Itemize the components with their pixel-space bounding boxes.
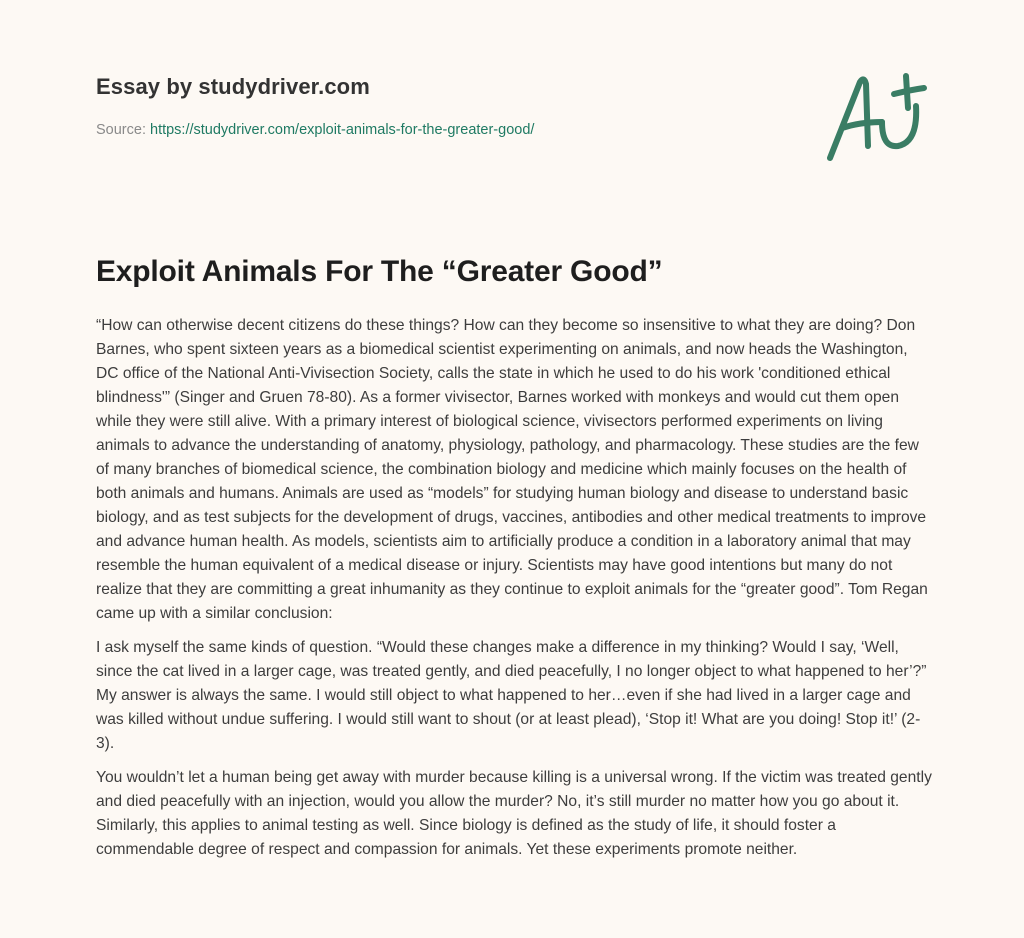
site-title: Essay by studydriver.com xyxy=(96,74,370,99)
essay-body xyxy=(96,314,932,872)
a-plus-grade-icon xyxy=(820,66,935,166)
source-line xyxy=(96,122,928,138)
essay-paragraph: “How can otherwise decent citizens do these things? How can they become so insensitive to what they are doing? Don Barnes, who spent sixteen years as a biomedical scientist experimenting on animals, and now heads the Washington, DC office of the National Anti-Vivisection Society, calls the state in which he used to do his work 'conditioned ethical blindness'” (Singer and Gruen 78-80). As a former vivisector, Barnes worked with monkeys and would cut them open while they were still alive. With a primary interest of biological science, vivisectors performed experiments on living animals to advance the understanding of anatomy, physiology, pathology, and pharmacology. These studies are the few of many branches of biomedical science, the combination biology and medicine which mainly focuses on the health of both animals and humans. Animals are used as “models” for studying human biology and disease to understand basic biology, and as test subjects for the development of drugs, vaccines, antibodies and other medical treatments to improve and advance human health. As models, scientists aim to artificially produce a condition in a laboratory animal that may resemble the human equivalent of a medical disease or injury. Scientists may have good intentions but many do not realize that they are committing a great inhumanity as they continue to exploit animals for the “greater good”. Tom Regan came up with a similar conclusion: xyxy=(96,317,928,622)
essay-block-quote: I ask myself the same kinds of question. “Would these changes make a difference in my thinking? Would I say, ‘Well, since the cat lived in a larger cage, was treated gently, and died peacefully, I no longer object to what happened to her’?” My answer is always the same. I would still object to what happened to her…even if she had lived in a larger cage and was killed without undue suffering. I would still want to shout (or at least plead), ‘Stop it! What are you doing! Stop it!’ (2-3). xyxy=(96,639,927,752)
page-header xyxy=(96,74,928,138)
essay-paragraph: You wouldn’t let a human being get away with murder because killing is a universal wrong. If the victim was treated gently and died peacefully with an injection, would you allow the murder? No, it’s still murder no matter how you go about it. Similarly, this applies to animal testing as well. Since biology is defined as the study of life, it should foster a commendable degree of respect and compassion for animals. Yet these experiments promote neither. xyxy=(96,769,932,858)
essay-title: Exploit Animals For The “Greater Good” xyxy=(96,255,663,288)
source-label: Source: xyxy=(96,122,150,138)
source-link[interactable]: https://studydriver.com/exploit-animals-for-the-greater-good/ xyxy=(150,122,535,138)
